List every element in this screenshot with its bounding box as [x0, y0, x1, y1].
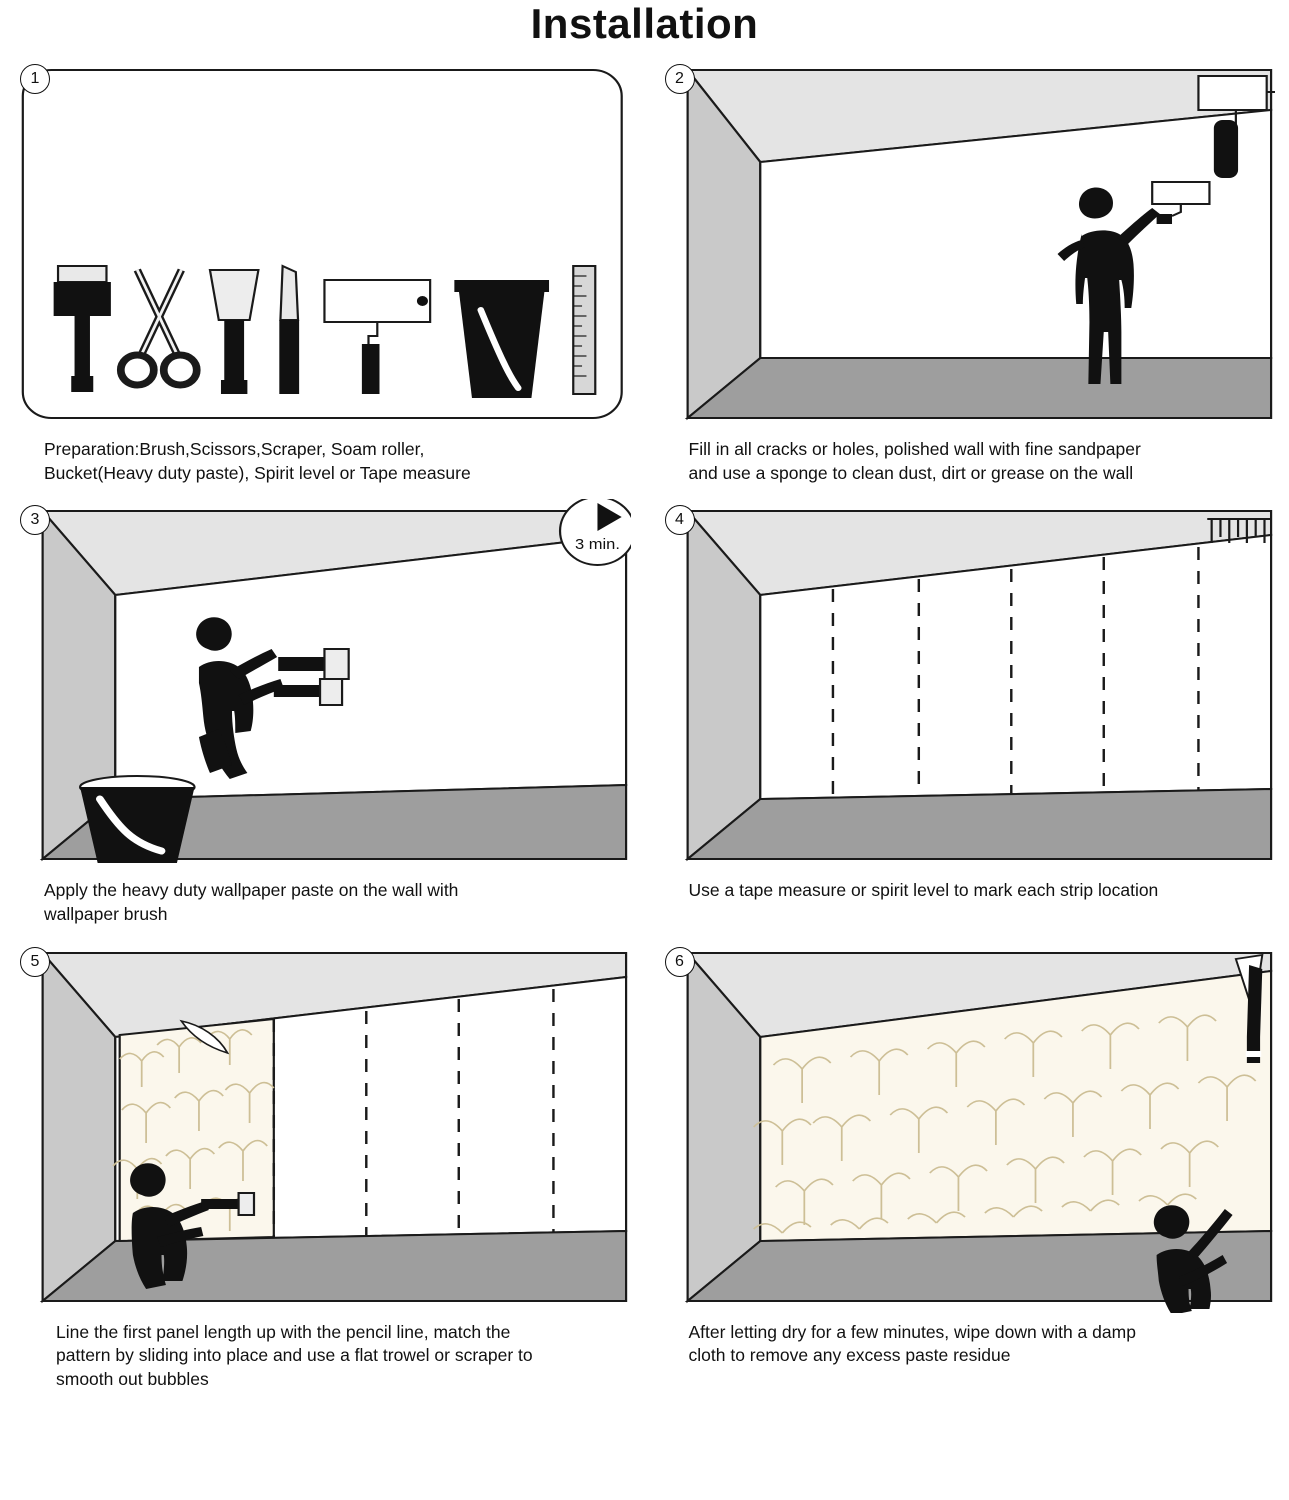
step-4-badge: 4: [665, 505, 695, 535]
step-5-caption: [14, 1313, 631, 1406]
step-2: [659, 58, 1276, 499]
step-3: [14, 499, 631, 940]
step-5-badge: 5: [20, 947, 50, 977]
step-2-caption: [659, 430, 1276, 499]
step-1-caption-line-1: Preparation:Brush,Scissors,Scraper, Soam roller,: [44, 439, 425, 460]
step-1-caption-line-2: Bucket(Heavy duty paste), Spirit level or Tape measure: [44, 462, 471, 483]
knife-icon: [279, 266, 299, 394]
steps-grid: [0, 46, 1289, 1405]
step-1-badge: 1: [20, 64, 50, 94]
step-1-caption: [14, 430, 631, 499]
timer-icon: [560, 499, 630, 565]
step-3-caption-line-2: wallpaper brush: [44, 903, 168, 924]
step-6: [659, 941, 1276, 1406]
step-3-illustration: [14, 499, 631, 871]
step-6-illustration: [659, 941, 1276, 1313]
step-1-illustration: [14, 58, 631, 430]
step-2-badge: 2: [665, 64, 695, 94]
step-5-caption-line-2: pattern by sliding into place and use a flat trowel or scraper to: [56, 1345, 533, 1366]
step-2-caption-line-2: and use a sponge to clean dust, dirt or grease on the wall: [688, 462, 1134, 483]
timer-label: 3 min.: [574, 536, 620, 554]
bucket-icon: [80, 776, 194, 863]
step-4-caption: [659, 871, 1276, 935]
step-6-caption-line-1: After letting dry for a few minutes, wipe down with a damp: [688, 1321, 1136, 1342]
step-6-caption: [659, 1313, 1276, 1382]
page-title: Installation: [530, 0, 759, 47]
step-5-illustration: [14, 941, 631, 1313]
step-3-caption-line-1: Apply the heavy duty wallpaper paste on the wall with: [44, 880, 459, 901]
step-3-badge: 3: [20, 505, 50, 535]
step-5-caption-line-1: Line the first panel length up with the pencil line, match the: [56, 1321, 511, 1342]
step-3-caption: [14, 871, 631, 940]
step-4-caption-line-1: Use a tape measure or spirit level to mark each strip location: [688, 880, 1159, 901]
step-6-caption-line-2: cloth to remove any excess paste residue: [688, 1345, 1011, 1366]
step-1: [14, 58, 631, 499]
step-5-caption-line-3: smooth out bubbles: [56, 1368, 209, 1389]
step-2-caption-line-1: Fill in all cracks or holes, polished wall with fine sandpaper: [688, 439, 1141, 460]
tape-measure-icon: [573, 266, 595, 394]
step-6-badge: 6: [665, 947, 695, 977]
step-2-illustration: [659, 58, 1276, 430]
step-4: [659, 499, 1276, 940]
step-4-illustration: [659, 499, 1276, 871]
step-5: [14, 941, 631, 1406]
